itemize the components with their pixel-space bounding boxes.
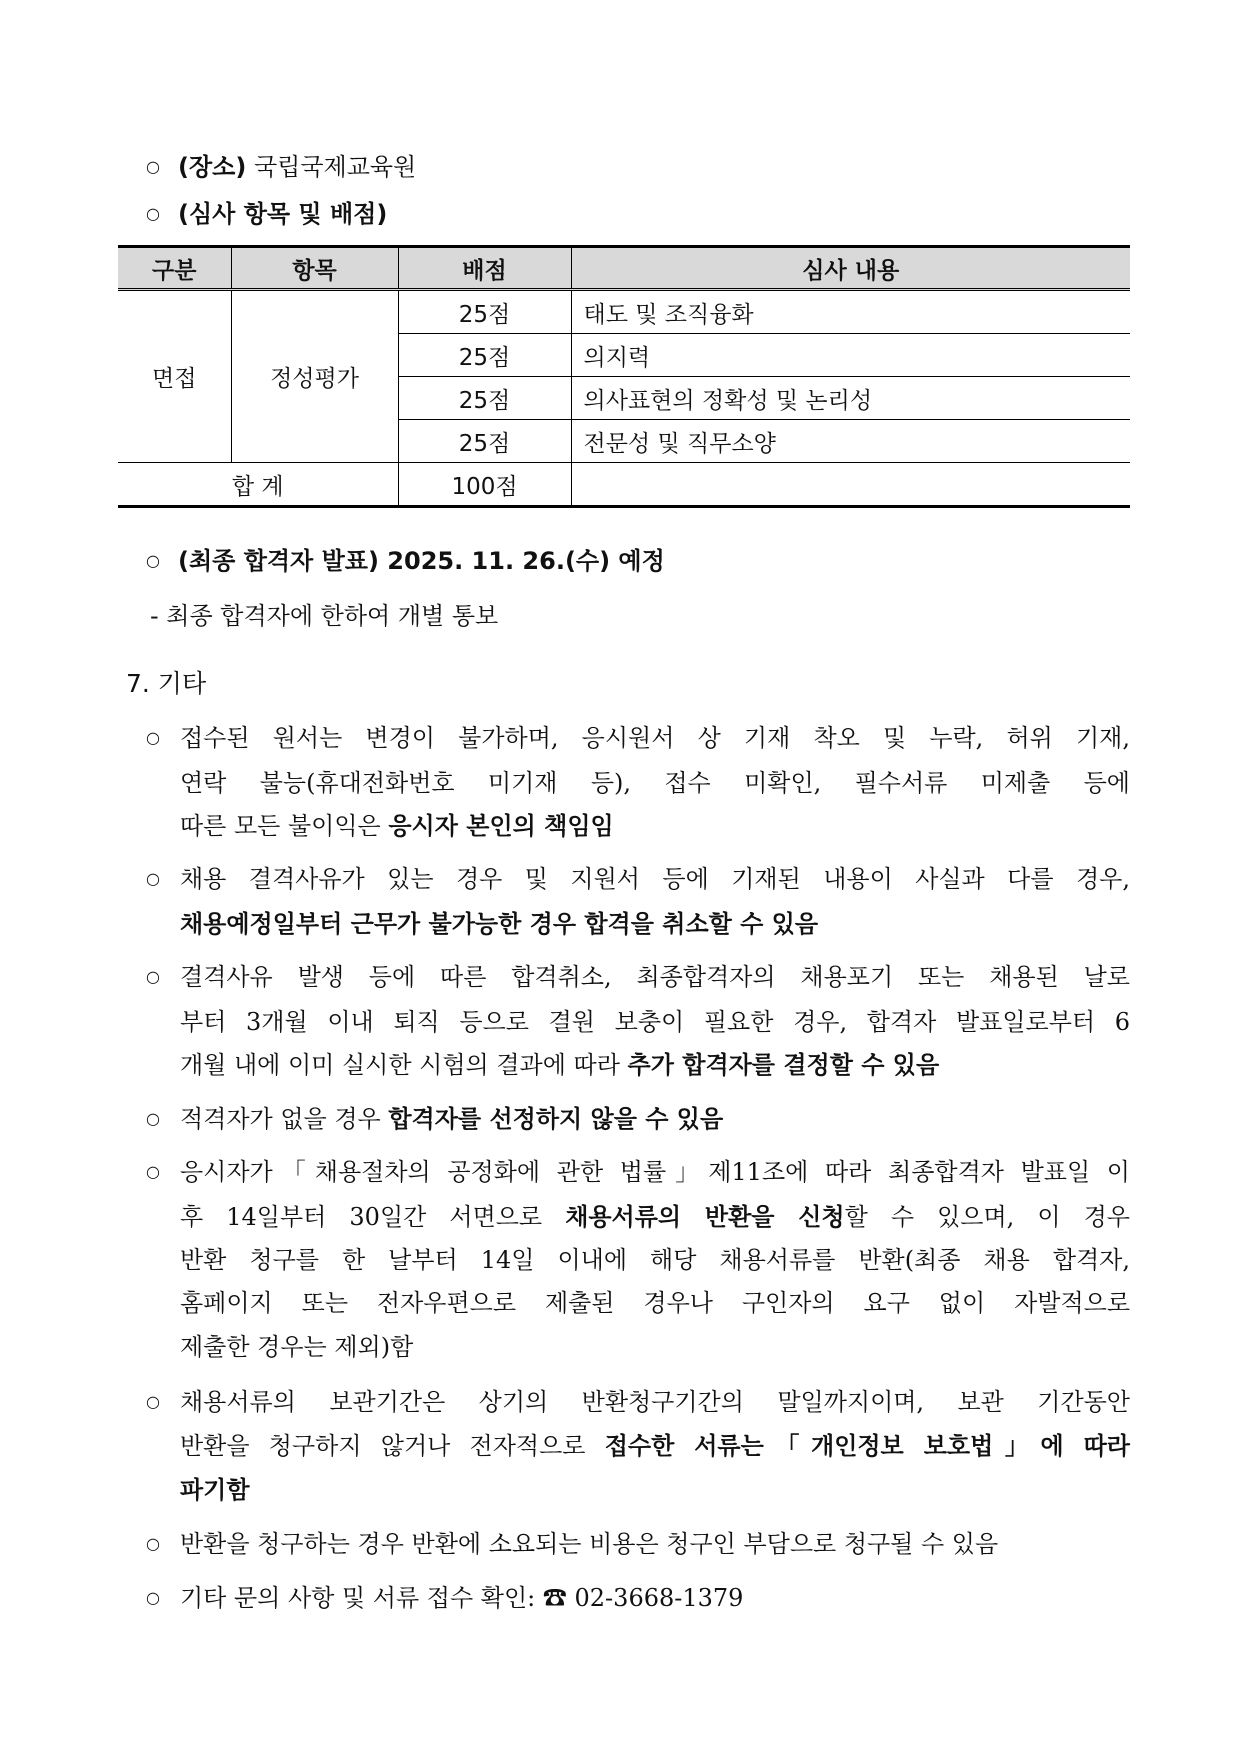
note-text: 후 14일부터 30일간 서면으로 bbox=[180, 1203, 566, 1231]
note-text: 적격자가 없을 경우 bbox=[180, 1105, 389, 1133]
header-category: 구분 bbox=[118, 247, 231, 290]
note-text: 반환 청구를 한 날부터 14일 이내에 해당 채용서류를 반환(최종 채용 합격자, bbox=[180, 1246, 1130, 1274]
note-line bbox=[180, 1104, 1130, 1134]
note-text: 제출한 경우는 제외)함 bbox=[180, 1333, 414, 1361]
emphasis-text: 합격자를 선정하지 않을 수 있음 bbox=[388, 1104, 724, 1133]
phone-icon: ☎ bbox=[542, 1584, 567, 1612]
item-cell: 정성평가 bbox=[231, 290, 398, 463]
note-line bbox=[180, 1583, 1130, 1613]
bullet-marker: ○ bbox=[146, 157, 160, 176]
total-row bbox=[118, 463, 1130, 507]
emphasis-text: 채용예정일부터 근무가 불가능한 경우 합격을 취소할 수 있음 bbox=[180, 909, 819, 938]
emphasis-text: 파기함 bbox=[180, 1475, 250, 1504]
note-line bbox=[180, 1157, 1130, 1187]
note-line bbox=[180, 1050, 1130, 1080]
header-score: 배점 bbox=[398, 247, 571, 290]
score-cell: 25점 bbox=[398, 420, 571, 463]
note-line bbox=[180, 864, 1130, 894]
emphasis-text: 응시자 본인의 책임임 bbox=[388, 811, 614, 840]
note-text: 채용 결격사유가 있는 경우 및 지원서 등에 기재된 내용이 사실과 다를 경우, bbox=[180, 865, 1130, 893]
note-line bbox=[180, 1332, 1130, 1362]
note-line bbox=[180, 1202, 1130, 1232]
emphasis-text: 추가 합격자를 결정할 수 있음 bbox=[627, 1050, 940, 1079]
content-cell: 의사표현의 정확성 및 논리성 bbox=[571, 377, 1130, 420]
place-line bbox=[178, 152, 416, 182]
note-text: 결격사유 발생 등에 따른 합격취소, 최종합격자의 채용포기 또는 채용된 날로 bbox=[180, 963, 1130, 991]
total-score: 100점 bbox=[398, 463, 571, 507]
note-text: 부터 3개월 이내 퇴직 등으로 결원 보충이 필요한 경우, 합격자 발표일로부터 6 bbox=[180, 1008, 1130, 1036]
place-value: 국립국제교육원 bbox=[253, 153, 417, 181]
score-cell: 25점 bbox=[398, 290, 571, 334]
review-table bbox=[118, 245, 1130, 508]
content-cell: 의지력 bbox=[571, 334, 1130, 377]
note-line bbox=[180, 811, 1130, 841]
content-cell: 태도 및 조직융화 bbox=[571, 290, 1130, 334]
note-line bbox=[180, 1475, 1130, 1505]
note-text: 할 수 있으며, 이 경우 bbox=[844, 1203, 1130, 1231]
note-text: 따른 모든 불이익은 bbox=[180, 812, 389, 840]
review-heading: (심사 항목 및 배점) bbox=[178, 200, 388, 228]
announcement: (최종 합격자 발표) 2025. 11. 26.(수) 예정 bbox=[178, 547, 665, 575]
table-row bbox=[118, 290, 1130, 334]
note-text: 반환을 청구하지 않거나 전자적으로 bbox=[180, 1432, 605, 1460]
score-cell: 25점 bbox=[398, 334, 571, 377]
note-line bbox=[180, 1007, 1130, 1037]
bullet-marker: ○ bbox=[146, 1534, 160, 1553]
note-text: 채용서류의 보관기간은 상기의 반환청구기간의 말일까지이며, 보관 기간동안 bbox=[180, 1388, 1130, 1416]
header-item: 항목 bbox=[231, 247, 398, 290]
note-text: 접수된 원서는 변경이 불가하며, 응시원서 상 기재 착오 및 누락, 허위 기재, bbox=[180, 724, 1130, 752]
emphasis-text: 접수한 서류는「개인정보 보호법」에 따라 bbox=[604, 1431, 1130, 1460]
note-text: 개월 내에 이미 실시한 시험의 결과에 따라 bbox=[180, 1051, 628, 1079]
bullet-marker: ○ bbox=[146, 728, 160, 747]
total-label: 합 계 bbox=[118, 463, 398, 507]
note-line bbox=[180, 1431, 1130, 1461]
note-line bbox=[180, 768, 1130, 798]
announcement-sub: - 최종 합격자에 한하여 개별 통보 bbox=[150, 602, 499, 630]
note-line bbox=[180, 1288, 1130, 1318]
note-line bbox=[180, 1387, 1130, 1417]
note-text: 연락 불능(휴대전화번호 미기재 등), 접수 미확인, 필수서류 미제출 등에 bbox=[180, 769, 1130, 797]
section-title: 7. 기타 bbox=[126, 669, 207, 698]
score-cell: 25점 bbox=[398, 377, 571, 420]
total-empty bbox=[571, 463, 1130, 507]
header-content: 심사 내용 bbox=[571, 247, 1130, 290]
table-header-row bbox=[118, 247, 1130, 290]
place-label: (장소) bbox=[178, 153, 247, 181]
bullet-marker: ○ bbox=[146, 1162, 160, 1181]
note-line bbox=[180, 962, 1130, 992]
note-text: 02-3668-1379 bbox=[566, 1584, 744, 1612]
note-text: 기타 문의 사항 및 서류 접수 확인: bbox=[180, 1584, 543, 1612]
note-line bbox=[180, 723, 1130, 753]
note-text: 응시자가「채용절차의 공정화에 관한 법률」제11조에 따라 최종합격자 발표일 이 bbox=[180, 1158, 1130, 1186]
note-line bbox=[180, 1529, 1130, 1559]
bullet-marker: ○ bbox=[146, 1392, 160, 1411]
emphasis-text: 채용서류의 반환을 신청 bbox=[565, 1202, 845, 1231]
note-text: 반환을 청구하는 경우 반환에 소요되는 비용은 청구인 부담으로 청구될 수 있음 bbox=[180, 1530, 999, 1558]
note-text: 홈페이지 또는 전자우편으로 제출된 경우나 구인자의 요구 없이 자발적으로 bbox=[180, 1289, 1130, 1317]
bullet-marker: ○ bbox=[146, 551, 160, 570]
bullet-marker: ○ bbox=[146, 1109, 160, 1128]
bullet-marker: ○ bbox=[146, 1588, 160, 1607]
bullet-marker: ○ bbox=[146, 204, 160, 223]
content-cell: 전문성 및 직무소양 bbox=[571, 420, 1130, 463]
note-line bbox=[180, 909, 1130, 939]
bullet-marker: ○ bbox=[146, 869, 160, 888]
note-line bbox=[180, 1245, 1130, 1275]
category-cell: 면접 bbox=[118, 290, 231, 463]
bullet-marker: ○ bbox=[146, 967, 160, 986]
